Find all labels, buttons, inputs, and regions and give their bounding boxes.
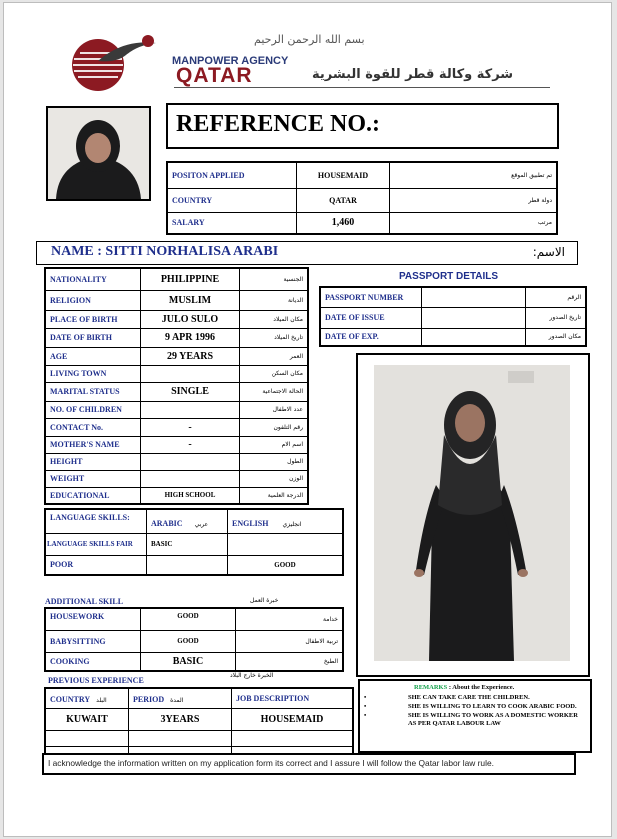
- housework-arabic: خدامة: [236, 608, 344, 630]
- position-row: [167, 162, 557, 188]
- country-arabic: دولة قطر: [390, 188, 558, 212]
- babysitting-arabic: تربية الاطفال: [236, 630, 344, 652]
- living-town-value: [141, 365, 240, 382]
- agency-name-arabic: شركة وكالة قطر للقوة البشرية: [312, 67, 514, 82]
- height-value: [141, 453, 240, 470]
- fair-english-value: [228, 533, 344, 555]
- agency-name-small: MANPOWER AGENCY: [172, 55, 289, 67]
- babysitting-label: BABYSITTING: [45, 630, 141, 652]
- remark-text: SHE CAN TAKE CARE THE CHILDREN.: [408, 694, 530, 701]
- portrait-photo: [46, 106, 151, 201]
- education-arabic: الدرجة العلمية: [240, 487, 309, 504]
- contact-arabic: رقم التلفون: [240, 418, 309, 436]
- age-arabic: العمر: [240, 347, 309, 365]
- language-header-label: LANGUAGE SKILLS:: [45, 509, 147, 533]
- expiry-date-value: [422, 328, 526, 346]
- height-label: HEIGHT: [45, 453, 141, 470]
- full-body-photo: [374, 365, 570, 661]
- salary-row: [167, 212, 557, 234]
- expiry-date-label: DATE OF EXP.: [320, 328, 422, 346]
- salary-label: SALARY: [167, 212, 297, 234]
- additional-skill-title: ADDITIONAL SKILL: [45, 597, 124, 606]
- passport-number-arabic: الرقم: [526, 287, 587, 307]
- children-arabic: عدد الاطفال: [240, 401, 309, 418]
- bullet-icon: •: [364, 694, 367, 701]
- english-column-label-ar: انجليزي: [282, 521, 302, 528]
- english-column-header: [228, 509, 344, 533]
- remarks-subtitle: : About the Experience.: [448, 684, 515, 691]
- babysitting-value: GOOD: [141, 630, 236, 652]
- mother-name-label: MOTHER'S NAME: [45, 436, 141, 453]
- agency-logo: [68, 31, 178, 93]
- arabic-column-header: [147, 509, 228, 533]
- birthplace-arabic: مكان الميلاد: [240, 310, 309, 328]
- weight-label: WEIGHT: [45, 470, 141, 487]
- additional-skill-title-arabic: خبرة العمل: [250, 597, 279, 604]
- arabic-column-label: ARABIC: [151, 519, 183, 528]
- birthplace-value: JULO SULO: [141, 310, 240, 328]
- remark-item: [364, 712, 584, 728]
- remarks-heading: [414, 684, 514, 691]
- education-label: EDUCATIONAL: [45, 487, 141, 504]
- experience-table: [44, 687, 354, 759]
- issue-date-value: [422, 307, 526, 328]
- acknowledgement-box: [42, 753, 576, 775]
- remark-item: [364, 703, 584, 711]
- birthplace-label: PLACE OF BIRTH: [45, 310, 141, 328]
- contact-value: -: [141, 418, 240, 436]
- experience-country: KUWAIT: [45, 708, 129, 730]
- name-box: [36, 241, 578, 265]
- cooking-arabic: الطبخ: [236, 652, 344, 671]
- height-arabic: الطول: [240, 453, 309, 470]
- mother-name-value: -: [141, 436, 240, 453]
- arabic-column-label-ar: عربي: [194, 521, 209, 528]
- period-column-header: [129, 688, 232, 708]
- passport-table: [319, 286, 587, 347]
- housework-value: GOOD: [141, 608, 236, 630]
- passport-title: PASSPORT DETAILS: [399, 271, 499, 282]
- cooking-value: BASIC: [141, 652, 236, 671]
- salary-value: 1,460: [297, 212, 390, 234]
- bullet-icon: •: [364, 703, 367, 710]
- fair-arabic-value: BASIC: [147, 533, 228, 555]
- living-town-label: LIVING TOWN: [45, 365, 141, 382]
- birthdate-label: DATE OF BIRTH: [45, 328, 141, 347]
- position-arabic: تم تطبيق الموقع: [390, 162, 558, 188]
- mother-name-arabic: اسم الام: [240, 436, 309, 453]
- full-body-photo-frame: [356, 353, 590, 677]
- experience-job: HOUSEMAID: [232, 708, 354, 730]
- country-column-label-ar: البلد: [96, 697, 107, 705]
- application-page: [3, 2, 612, 837]
- country-value: QATAR: [297, 188, 390, 212]
- age-value: 29 YEARS: [141, 347, 240, 365]
- religion-value: MUSLIM: [141, 290, 240, 310]
- remark-text: SHE IS WILLING TO WORK AS A DOMESTIC WORKER AS PER QATAR LABOUR LAW: [408, 712, 578, 727]
- poor-arabic-value: [147, 555, 228, 575]
- poor-label: POOR: [45, 555, 147, 575]
- passport-number-label: PASSPORT NUMBER: [320, 287, 422, 307]
- experience-row: [45, 708, 353, 730]
- religion-label: RELIGION: [45, 290, 141, 310]
- housework-label: HOUSEWORK: [45, 608, 141, 630]
- position-label: POSITON APPLIED: [167, 162, 297, 188]
- expiry-date-arabic: مكان الصدور: [526, 328, 587, 346]
- remarks-title: REMARKS: [414, 684, 448, 691]
- marital-status-value: SINGLE: [141, 382, 240, 401]
- remarks-box: [358, 679, 592, 753]
- country-column-header: [45, 688, 129, 708]
- children-value: [141, 401, 240, 418]
- remark-item: [364, 694, 584, 702]
- name-arabic-label: الاسم:: [532, 245, 565, 259]
- header-rule: [174, 87, 550, 88]
- remarks-list: [364, 694, 584, 728]
- age-label: AGE: [45, 347, 141, 365]
- weight-arabic: الوزن: [240, 470, 309, 487]
- english-column-label: ENGLISH: [232, 519, 269, 528]
- personal-details-table: [44, 267, 309, 505]
- applicant-name: NAME : SITTI NORHALISA ARABI: [51, 244, 279, 259]
- position-table: [166, 161, 558, 235]
- birthdate-arabic: تاريخ الميلاد: [240, 328, 309, 347]
- acknowledgement-text: I acknowledge the information written on my application form its correct and I assure I will follow the Qatar labor law rule.: [48, 758, 494, 768]
- period-column-label-ar: المدة: [170, 697, 184, 705]
- nationality-arabic: الجنسية: [240, 268, 309, 290]
- bullet-icon: •: [364, 712, 367, 719]
- fair-label: LANGUAGE SKILLS FAIR: [45, 533, 147, 555]
- reference-box: [166, 103, 559, 149]
- salary-arabic: مرتب: [390, 212, 558, 234]
- cooking-label: COOKING: [45, 652, 141, 671]
- living-town-arabic: مكان السكن: [240, 365, 309, 382]
- country-row: [167, 188, 557, 212]
- poor-english-value: GOOD: [228, 555, 344, 575]
- period-column-label: PERIOD: [133, 695, 165, 705]
- remark-text: SHE IS WILLING TO LEARN TO COOK ARABIC FOOD.: [408, 703, 577, 710]
- job-column-header: JOB DESCRIPTION: [232, 688, 354, 708]
- contact-label: CONTACT No.: [45, 418, 141, 436]
- position-value: HOUSEMAID: [297, 162, 390, 188]
- additional-skill-table: [44, 607, 344, 672]
- birthdate-value: 9 APR 1996: [141, 328, 240, 347]
- marital-status-arabic: الحالة الاجتماعية: [240, 382, 309, 401]
- country-label: COUNTRY: [167, 188, 297, 212]
- children-label: NO. OF CHILDREN: [45, 401, 141, 418]
- language-table: [44, 508, 344, 576]
- previous-experience-title-arabic: الخبرة خارج البلاد: [230, 672, 274, 679]
- passport-number-value: [422, 287, 526, 307]
- nationality-value: PHILIPPINE: [141, 268, 240, 290]
- reference-label: REFERENCE NO.:: [176, 111, 381, 137]
- education-value: HIGH SCHOOL: [141, 487, 240, 504]
- previous-experience-title: PREVIOUS EXPERIENCE: [48, 676, 144, 685]
- religion-arabic: الديانة: [240, 290, 309, 310]
- experience-period: 3YEARS: [129, 708, 232, 730]
- nationality-label: NATIONALITY: [45, 268, 141, 290]
- country-column-label: COUNTRY: [50, 695, 91, 705]
- agency-name-big: QATAR: [176, 64, 253, 87]
- marital-status-label: MARITAL STATUS: [45, 382, 141, 401]
- issue-date-arabic: تاريخ الصدور: [526, 307, 587, 328]
- weight-value: [141, 470, 240, 487]
- arabic-calligraphy: بسم الله الرحمن الرحيم: [254, 33, 365, 46]
- issue-date-label: DATE OF ISSUE: [320, 307, 422, 328]
